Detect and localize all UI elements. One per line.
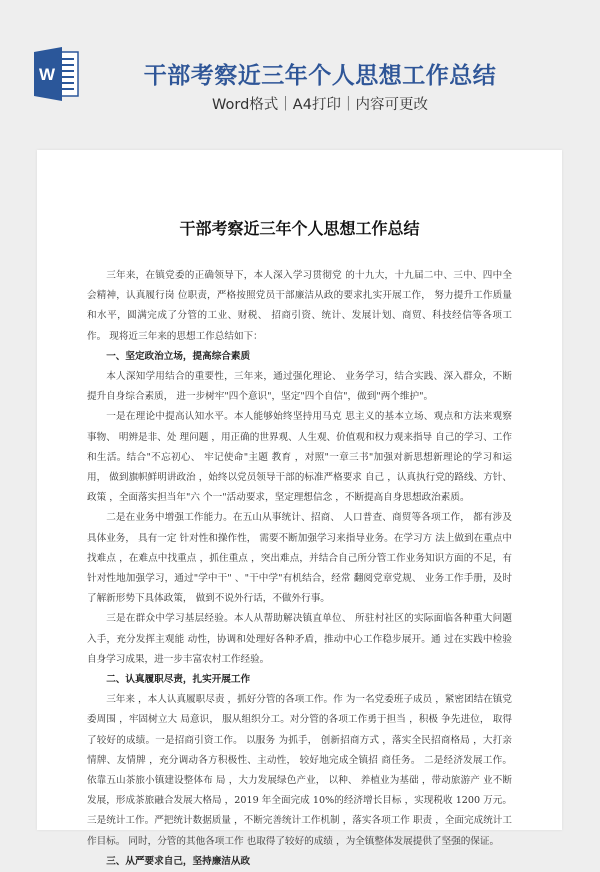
word-document-icon (34, 47, 80, 101)
banner-subtitle: Word格式｜A4打印｜内容可更改 (212, 97, 428, 113)
document-body (87, 266, 512, 872)
banner-title: 干部考察近三年个人思想工作总结 (143, 63, 497, 89)
paragraph: 三年来 ，本人认真履职尽责 ，抓好分管的各项工作。作 为一名党委班子成员 ，紧密团结在镇党委周围 ，牢固树立大 局意识， 服从组织分工。对分管的各项工作勇于担当 ，积极 争先进位， 取得了较好的成绩。一是招商引资工作。 以服务 为抓手， 创新招商方式 ，落实全民招商格局 ，大打亲情牌、友情牌 ，充分调动各方积极性、主动性， 较好地完成全镇招 商任务。 二是经济发展工作。 依靠五山茶旅小镇建设整体布 局 ，大力发展绿色产业， 以种、 养植业为基础 ，带动旅游产 业不断发展，形成茶旅融合发展大格局 ，2019 年全面完成 10%的经济增长目标 ，实现税收 1200 万元。三是统计工作。严把统计数据质量 ，不断完善统计工作机制 ，落实各项工作 职责 ，全面完成统计工作目标。 同时，分管的其他各项工作 也取得了较好的成绩 ，为全镇整体发展提供了坚强的保证。 (87, 694, 512, 847)
section-heading-1: 一、坚定政治立场，提高综合素质 (106, 350, 251, 362)
paragraph: 本人深知学用结合的重要性，三年来，通过强化理论、 业务学习，结合实践、深入群众，不断提升自身综合素质， 进一步树牢"四个意识"，坚定"四个自信"，做到"两个维护"。 (87, 371, 512, 403)
paragraph: 一是在理论中提高认知水平。本人能够始终坚持用马克 思主义的基本立场、观点和方法来观察事物、 明辨是非、处 理问题 ，用正确的世界观、人生观、价值观和权力观来指导 自己的学习、工作和生活。结合"不忘初心、 牢记使命"主题 教育 ，对照"一章三书"加强对新思想新理论的学习和运用， 做到旗帜鲜明讲政治 ，始终以党员领导干部的标准严格要求 自己 ，认真执行党的路线、方针、政策 ，全面落实担当年"六 个一"活动要求，坚定理想信念 ，不断提高自身思想政治素质。 (87, 411, 512, 504)
paragraph: 三是在群众中学习基层经验。本人从帮助解决镇直单位、 所驻村社区的实际面临各种重大问题入手，充分发挥主观能 动性，协调和处理好各种矛盾，推动中心工作稳步展开。通 过在实践中检验自身学习成果，进一步丰富农村工作经验。 (87, 613, 512, 665)
paragraph-intro: 三年来，在镇党委的正确领导下，本人深入学习贯彻党 的十九大，十九届二中、三中、四中全会精神，认真履行岗 位职责，严格按照党员干部廉洁从政的要求扎实开展工作， 努力提升工作质量和水平，圆满完成了分管的工业、财税、 招商引资、统计、发展计划、商贸、科技经信等各项工作。 现将近三年来的思想工作总结如下： (87, 270, 512, 342)
document-title: 干部考察近三年个人思想工作总结 (179, 219, 420, 238)
svg-text:W: W (38, 65, 56, 84)
header-banner (0, 0, 600, 150)
section-heading-3: 三、从严要求自己，坚持廉洁从政 (106, 855, 251, 867)
section-heading-2: 二、认真履职尽责，扎实开展工作 (106, 674, 251, 686)
document-page (37, 150, 562, 867)
paragraph: 二是在业务中增强工作能力。在五山从事统计、招商、 人口普查、商贸等各项工作， 都有涉及具体业务， 具有一定 针对性和操作性， 需要不断加强学习来指导业务。在学习方 法上做到在重点中找难点 ，在难点中找重点 ，抓住重点 ，突出难点，并结合自己所分管工作业务知识方面的不足，有针对性地加强学习，通过"学中干" 、"干中学"有机结合，经常 翻阅党章党规、 业务工作手册，及时了解新形势下具体政策， 做到不说外行话，不做外行事。 (87, 512, 512, 605)
